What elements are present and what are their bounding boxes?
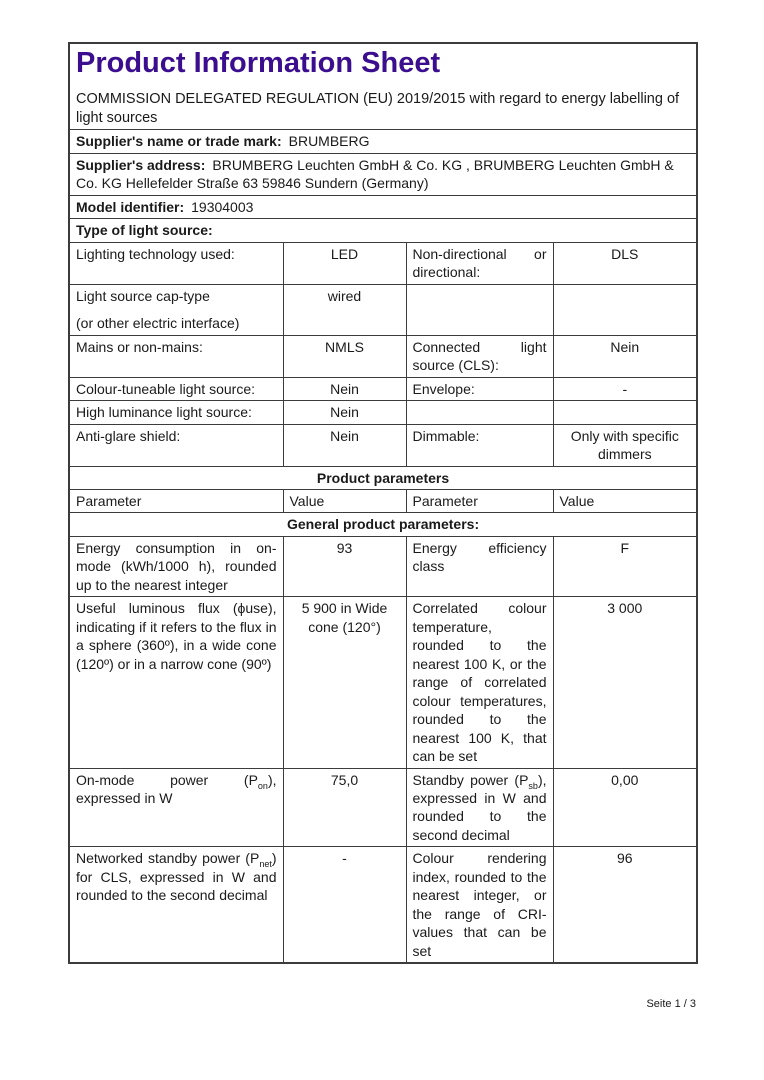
param-cell: Colour-tuneable light source: [69,377,283,400]
model-identifier-value: 19304003 [191,198,254,215]
cap-type-line1: Light source cap-type [76,287,210,304]
header-row [69,43,697,130]
column-header: Parameter [69,489,283,512]
table-row [69,284,697,335]
column-header: Parameter [406,489,553,512]
value-cell: DLS [553,242,697,284]
value-cell: 93 [283,536,406,596]
param-cell [69,284,283,335]
column-header: Value [283,489,406,512]
table-row [69,377,697,400]
value-cell: - [553,377,697,400]
supplier-name-label: Supplier's name or trade mark: [76,133,282,150]
param-cell: Useful luminous flux (ϕuse), indicating if it refers to the flux in a sphere (360º), in a wide cone (120º) or in a narrow cone (90º) [69,597,283,768]
table-row [69,768,697,847]
value-cell: 5 900 in Wide cone (120°) [283,597,406,768]
value-cell: Only with specific dimmers [553,424,697,466]
value-cell: 0,00 [553,768,697,847]
model-identifier-row [69,195,697,218]
table-row [69,847,697,963]
subscript-text: on [257,780,268,791]
value-cell: Nein [283,424,406,466]
table-row [69,597,697,768]
page-title: Product Information Sheet [76,47,441,79]
param-cell: Envelope: [406,377,553,400]
table-row [69,536,697,596]
param-cell [406,284,553,335]
param-cell [406,768,553,847]
table-row [69,242,697,284]
value-cell: 3 000 [553,597,697,768]
param-cell: Dimmable: [406,424,553,466]
supplier-address-label: Supplier's address: [76,156,206,173]
param-cell [69,847,283,963]
param-cell: Colour rendering index, rounded to the nearest integer, or the range of CRI-values that can be set [406,847,553,963]
supplier-address-row [69,153,697,195]
param-text: Networked standby power (P [76,850,260,867]
param-cell: Mains or non-mains: [69,335,283,377]
page-number: Seite 1 / 3 [646,998,696,1010]
table-row [69,424,697,466]
supplier-address-value: BRUMBERG Leuchten GmbH & Co. KG , BRUMBERG Leuchten GmbH & Co. KG Hellefelder Straße 63 59846 Sundern (Germany) [76,156,674,192]
model-identifier-label: Model identifier: [76,198,185,215]
param-text: ) for CLS, expressed in W and rounded to the second decimal [76,850,277,904]
param-cell: Anti-glare shield: [69,424,283,466]
value-cell [553,401,697,424]
param-text: ), expressed in W and rounded to the second decimal [412,771,547,843]
value-cell: Nein [283,401,406,424]
param-text: On-mode power (P [76,771,258,788]
value-cell: Nein [553,335,697,377]
general-parameters-heading: General product parameters: [69,513,697,536]
general-parameters-heading-row [69,513,697,536]
param-cell: Correlated colour temperature, rounded to the nearest 100 K, or the range of correlated colour temperatures, rounded to the nearest 100 K, that can be set [406,597,553,768]
param-cell: High luminance light source: [69,401,283,424]
column-header-row [69,489,697,512]
param-text: ), expressed in W [76,771,277,807]
value-cell: 75,0 [283,768,406,847]
product-information-sheet [68,42,696,964]
value-cell: wired [283,284,406,335]
table-row [69,401,697,424]
param-cell: Lighting technology used: [69,242,283,284]
column-header: Value [553,489,697,512]
subscript-text: net [259,859,272,870]
value-cell: F [553,536,697,596]
subscript-text: sb [528,780,538,791]
param-cell: Non-directional or directional: [406,242,553,284]
value-cell [553,284,697,335]
supplier-name-row [69,130,697,153]
info-table [68,42,698,964]
param-text: Standby power (P [412,771,529,788]
supplier-name-value: BRUMBERG [288,133,370,150]
value-cell: - [283,847,406,963]
value-cell: Nein [283,377,406,400]
param-cell: Energy consumption in on-mode (kWh/1000 h), rounded up to the nearest integer [69,536,283,596]
cap-type-line2: (or other electric interface) [76,315,240,332]
param-cell [406,401,553,424]
product-parameters-heading-row [69,466,697,489]
param-cell [69,768,283,847]
type-heading: Type of light source: [69,219,697,242]
param-cell: Connected light source (CLS): [406,335,553,377]
product-parameters-heading: Product parameters [69,466,697,489]
value-cell: 96 [553,847,697,963]
value-cell: LED [283,242,406,284]
value-cell: NMLS [283,335,406,377]
table-row [69,335,697,377]
param-cell: Energy efficiency class [406,536,553,596]
regulation-text: COMMISSION DELEGATED REGULATION (EU) 2019/2015 with regard to energy labelling of light sources [76,90,680,126]
type-heading-row [69,219,697,242]
